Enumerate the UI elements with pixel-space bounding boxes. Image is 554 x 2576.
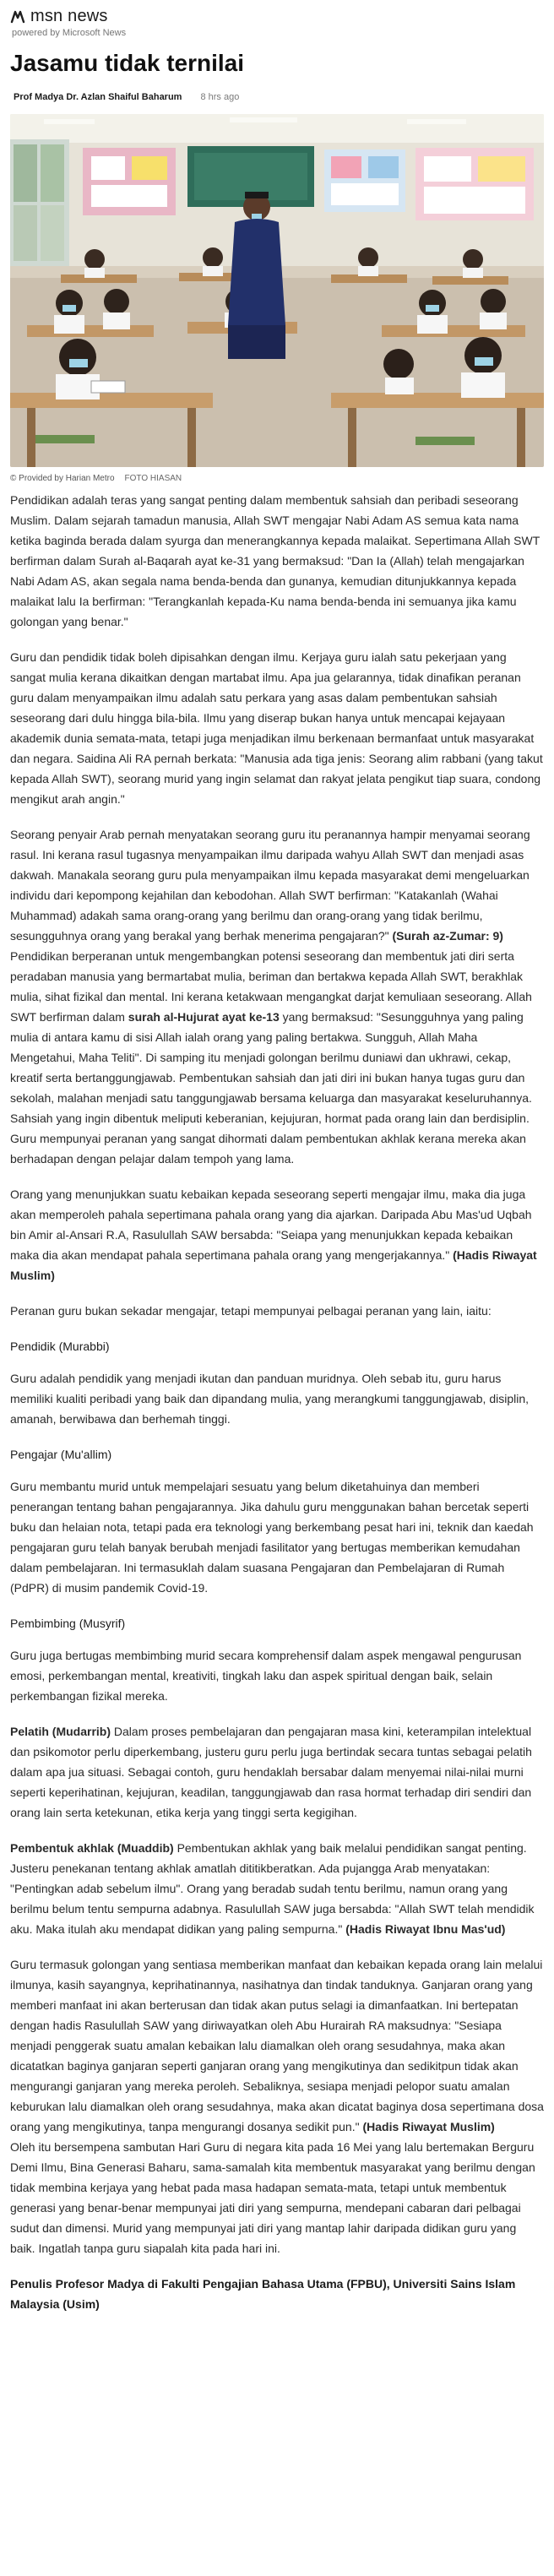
paragraph: Guru juga bertugas membimbing murid secara komprehensif dalam aspek mengawal pengurusan emosi, perkembangan mental, kreativiti, tingkah laku dan aspek spiritual dengan baik, selain perkembangan fizikal mereka. — [10, 1649, 522, 1704]
paragraph — [10, 1184, 544, 1285]
paragraph: Oleh itu bersempena sambutan Hari Guru di negara kita pada 16 Mei yang lalu bertemakan Berguru Demi Ilmu, Bina Generasi Baharu, sama-samalah kita membentuk masyarakat yang berilmu dengan tidak membina kerjaya yang hebat pada masa hadapan semata-mata, tetapi untuk membentuk generasi yang benar-benar mempunyai jati diri yang sempurna, mendepani cabaran dari pelbagai sudut dan dimensi. Murid yang mempunyai jati diri yang mantap lahir daripada didikan guru yang baik. Ingatlah tanpa guru siapalah kita pada hari ini. — [10, 2140, 535, 2256]
msn-butterfly-icon[interactable] — [10, 9, 25, 24]
paragraph: Peranan guru bukan sekadar mengajar, tetapi mempunyai pelbagai peranan yang lain, iaitu: — [10, 1304, 492, 1318]
author-note: Penulis Profesor Madya di Fakulti Pengajian Bahasa Utama (FPBU), Universiti Sains Islam Malaysia (Usim) — [10, 2277, 516, 2312]
hadith-reference: (Hadis Riwayat Muslim) — [362, 2120, 495, 2134]
paragraph — [10, 946, 544, 1169]
article-body — [10, 490, 544, 2314]
section-label-pelatih: Pelatih (Mudarrib) — [10, 1725, 111, 1739]
paragraph — [10, 1838, 544, 1939]
paragraph — [10, 1721, 544, 1823]
section-heading-pendidik: Pendidik (Murabbi) — [10, 1340, 110, 1354]
section-heading-pembimbing: Pembimbing (Musyrif) — [10, 1617, 126, 1631]
paragraph-text: yang bermaksud: "Sesungguhnya yang paling mulia di antara kamu di sisi Allah ialah orang yang paling bertakwa. Sungguh, Allah Maha Mengetahui, Maha Teliti". Di samping itu menjadi golongan berilmu duniawi dan ukhrawi, cekap, kreatif serta bertanggungjawab. Pembentukan sahsiah dan jati diri ini bukan hanya tugas guru dan sekolah, malahan menjadi satu tanggungjawab bersama keluarga dan masyarakat keseluruhannya. Sahsiah yang ingin dibentuk meliputi keberanian, kejujuran, hormat pada orang lain dan berdisiplin. Guru mempunyai peranan yang sangat dihormati dalam pembentukan akhlak kerana mereka akan berhadapan dengan pelajar dalam tempoh yang lama. — [10, 1010, 532, 1166]
paragraph — [10, 1954, 544, 2137]
article-title: Jasamu tidak ternilai — [10, 50, 245, 76]
article-photo-classroom[interactable] — [10, 114, 544, 467]
paragraph — [10, 824, 544, 946]
section-label-akhlak: Pembentuk akhlak (Muaddib) — [10, 1841, 174, 1856]
quran-reference: surah al-Hujurat ayat ke-13 — [128, 1010, 280, 1024]
paragraph-text: Pendidikan berperanan untuk mengembangkan potensi seseorang dan membentuk jati diri serta peradaban manusia yang bermartabat mulia, beriman dan bertakwa kepada Allah SWT, berakhlak mulia, sihat fizikal dan mental. Ini kerana ketakwaan mengangkat darjat kemuliaan seseorang. Allah SWT berfirman dalam — [10, 949, 532, 1024]
paragraph: Guru dan pendidik tidak boleh dipisahkan dengan ilmu. Kerjaya guru ialah satu pekerjaan yang sangat mulia kerana dikaitkan dengan martabat ilmu. Apa jua gelarannya, tidak dinafikan peranan guru dalam menyampaikan ilmu adalah satu perkara yang asas dalam pembentukan sahsiah seseorang dari dulu hingga bila-bila. Ilmu yang diserap bukan hanya untuk mencapai kejayaan akademik dunia semata-mata, tetapi juga menjadikan ilmu berkenaan bermanfaat untuk masyarakat dan negara. Saidina Ali RA pernah berkata: "Manusia ada tiga jenis: Seorang alim rabbani (yang takut kepada Allah SWT), seorang murid yang ingin selamat dan rakyat jelata pengikut tiap suara, condong mengikut arah angin." — [10, 650, 543, 807]
publish-time: 8 hrs ago — [200, 92, 240, 103]
paragraph: Pendidikan adalah teras yang sangat penting dalam membentuk sahsiah dan peribadi seseorang Muslim. Dalam sejarah tamadun manusia, Allah SWT mengajar Nabi Adam AS semua kata nama ketika baginda berada dalam syurga dan menerangkannya kepada malaikat. Sepertimana Allah SWT berfirman dalam Surah al-Baqarah ayat ke-31 yang bermaksud: "Dan Ia (Allah) telah mengajarkan Nabi Adam AS, akan segala nama benda-benda dan gunanya, kemudian ditunjukkannya kepada malaikat lalu Ia berfirman: "Terangkanlah kepada-Ku nama benda-benda ini semuanya jika kamu golongan yang benar." — [10, 493, 540, 629]
hadith-reference: (Hadis Riwayat Muslim) — [10, 1248, 537, 1283]
paragraph: Guru membantu murid untuk mempelajari sesuatu yang belum diketahuinya dan memberi penerangan tentang bahan pengajarannya. Jika dahulu guru menggunakan bahan bercetak seperti buku dan helaian nota, tetapi pada era teknologi yang berkembang pesat hari ini, teknik dan kaedah pengajaran guru telah banyak berubah menjadi fasilitator yang bertugas memberikan kemudahan dalam pembelajaran. Ini termasuklah dalam suasana Pengajaran dan Pembelajaran di Rumah (PdPR) di musim pandemik Covid-19. — [10, 1480, 534, 1595]
brand-bar — [10, 0, 544, 26]
brand-name[interactable]: msn news — [30, 7, 108, 25]
provided-by-text: © Provided by Harian Metro — [10, 474, 115, 484]
paragraph-text: Seorang penyair Arab pernah menyatakan seorang guru itu peranannya hampir menyamai seorang rasul. Ini kerana rasul tugasnya menyampaikan ilmu daripada wahyu Allah SWT dan menjadi asas dakwah. Manakala seorang guru pula menyampaikan ilmu kepada masyarakat demi mengeluarkan individu dari kepompong kejahilan dan kebodohan. Allah SWT berfirman: "Katakanlah (Wahai Muhammad) adakah sama orang-orang yang berilmu dan orang-orang yang tidak berilmu, sesungguhnya orang yang berakal yang berhak menerima pengajaran?" — [10, 828, 530, 943]
byline — [14, 92, 544, 102]
image-caption — [10, 474, 544, 483]
hadith-reference: (Hadis Riwayat Ibnu Mas'ud) — [345, 1922, 506, 1937]
section-heading-pengajar: Pengajar (Mu'allim) — [10, 1448, 112, 1462]
paragraph-text: Dalam proses pembelajaran dan pengajaran masa kini, keterampilan intelektual dan psikomotor perlu diperkembang, justeru guru perlu juga bertindak secara tuntas sebagai pelatih dalam apa jua situasi. Sebagai contoh, guru hendaklah bersabar dalam menyemai nilai-nilai murni seperti keperihatinan, kejujuran, keadilan, tanggungjawab dan rasa hormat terhadap diri sendiri dan orang lain serta ketekunan, etika kerja yang tinggi serta kegigihan. — [10, 1725, 532, 1820]
paragraph-text: Pembentukan akhlak yang baik melalui pendidikan sangat penting. Justeru penekanan tentang akhlak amatlah dititikberatkan. Ada pujangga Arab menyatakan: "Pentingkan adab sebelum ilmu". Orang yang beradab sudah tentu berilmu, namun orang yang berilmu belum tentu sempurna adabnya. Rasulullah SAW juga bersabda: "Allah SWT telah mendidik aku. Maka itulah aku mendapat didikan yang paling sempurna." — [10, 1841, 535, 1937]
paragraph-text: Guru termasuk golongan yang sentiasa memberikan manfaat dan kebaikan kepada orang lain melalui ilmunya, kasih sayangnya, keprihatinannya, nasihatnya dan tindak tanduknya. Ganjaran orang yang memberi manfaat ini akan berterusan dan tidak akan putus selagi ia dimanfaatkan. Ini bertepatan dengan hadis Rasulullah SAW yang diriwayatkan oleh Abu Hurairah RA maksudnya: "Sesiapa menjadi penggerak suatu amalan kebaikan lalu diamalkan oleh orang sesudahnya, maka akan dicatatkan baginya ganjaran seperti ganjaran orang yang mengikutinya dan sedikitpun tidak akan mengurangi ganjaran yang mereka peroleh. Sebaliknya, sesiapa menjadi pelopor suatu amalan keburukan lalu diamalkan oleh orang sesudahnya, maka akan dicatat baginya dosa sepertimana dosa orang yang mengikutinya, tanpa mengurangi dosanya sedikit pun." — [10, 1958, 544, 2134]
author-name[interactable]: Prof Madya Dr. Azlan Shaiful Baharum — [14, 92, 182, 103]
powered-by-text: powered by Microsoft News — [12, 28, 127, 38]
paragraph: Guru adalah pendidik yang menjadi ikutan dan panduan muridnya. Oleh sebab itu, guru harus memiliki kualiti peribadi yang baik dan dipandang mulia, yang merangkumi tanggungjawab, disiplin, amanah, berwibawa dan berhemah tinggi. — [10, 1372, 530, 1427]
photo-credit: FOTO HIASAN — [124, 474, 182, 484]
quran-reference: (Surah az-Zumar: 9) — [392, 929, 503, 943]
paragraph-text: Orang yang menunjukkan suatu kebaikan kepada seseorang seperti mengajar ilmu, maka dia juga akan memperoleh pahala sepertimana pahala orang yang dia ajarkan. Daripada Abu Mas'ud Uqbah bin Amir al-Ansari R.A, Rasulullah SAW bersabda: "Seiapa yang menunjukkan kepada kebaikan maka dia akan mendapat pahala sepertimana pahala orang yang mengerjakannya." — [10, 1187, 532, 1263]
